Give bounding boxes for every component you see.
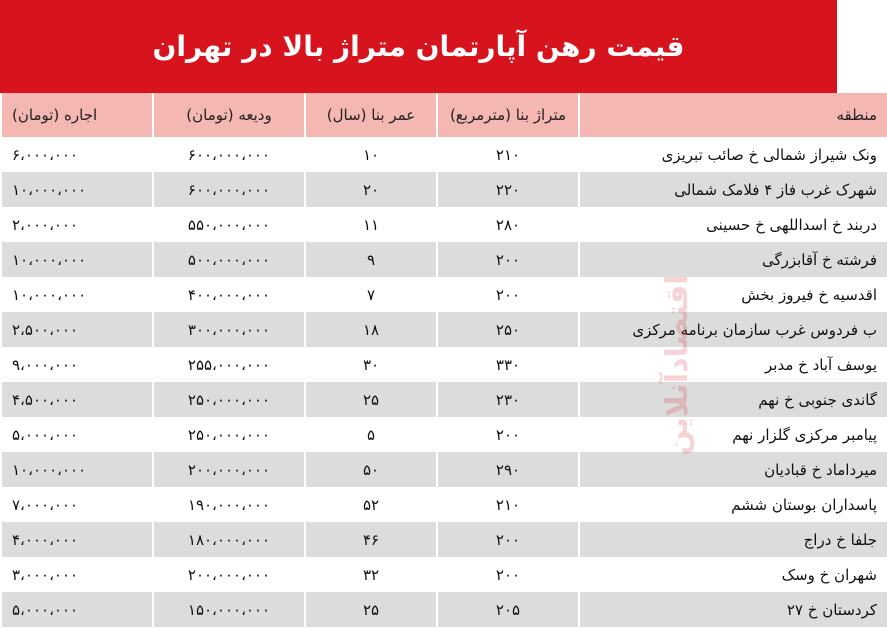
header-deposit: ودیعه (تومان)	[153, 93, 305, 137]
cell-age: ۳۲	[305, 557, 437, 592]
title-bar	[0, 0, 837, 93]
cell-area: ۳۳۰	[437, 347, 579, 382]
cell-rent: ۴،۰۰۰،۰۰۰	[1, 522, 153, 557]
cell-age: ۵	[305, 417, 437, 452]
header-rent: اجاره (تومان)	[1, 93, 153, 137]
cell-deposit: ۲۰۰،۰۰۰،۰۰۰	[153, 557, 305, 592]
table-row	[1, 172, 887, 207]
table-row	[1, 347, 887, 382]
cell-area: ۲۲۰	[437, 172, 579, 207]
table-row	[1, 137, 887, 172]
cell-rent: ۶،۰۰۰،۰۰۰	[1, 137, 153, 172]
cell-rent: ۲،۰۰۰،۰۰۰	[1, 207, 153, 242]
cell-region: گاندی جنوبی خ نهم	[579, 382, 887, 417]
table-row	[1, 522, 887, 557]
cell-area: ۲۱۰	[437, 487, 579, 522]
cell-rent: ۳،۰۰۰،۰۰۰	[1, 557, 153, 592]
cell-region: یوسف آباد خ مدبر	[579, 347, 887, 382]
cell-rent: ۴،۵۰۰،۰۰۰	[1, 382, 153, 417]
cell-region: پاسداران بوستان ششم	[579, 487, 887, 522]
cell-region: ونک شیراز شمالی خ صائب تبریزی	[579, 137, 887, 172]
price-table-container	[0, 93, 877, 644]
header-region: منطقه	[579, 93, 887, 137]
cell-age: ۲۵	[305, 382, 437, 417]
cell-rent: ۵،۰۰۰،۰۰۰	[1, 592, 153, 627]
cell-area: ۲۵۰	[437, 312, 579, 347]
table-row	[1, 452, 887, 487]
header-area: متراژ بنا (مترمربع)	[437, 93, 579, 137]
cell-area: ۲۱۰	[437, 137, 579, 172]
cell-deposit: ۱۹۰،۰۰۰،۰۰۰	[153, 487, 305, 522]
cell-rent: ۲،۵۰۰،۰۰۰	[1, 312, 153, 347]
table-row	[1, 417, 887, 452]
table-header-row	[1, 93, 887, 137]
cell-region: اقدسیه خ فیروز بخش	[579, 277, 887, 312]
cell-rent: ۷،۰۰۰،۰۰۰	[1, 487, 153, 522]
cell-area: ۲۹۰	[437, 452, 579, 487]
cell-area: ۲۰۵	[437, 592, 579, 627]
cell-deposit: ۵۵۰،۰۰۰،۰۰۰	[153, 207, 305, 242]
cell-age: ۲۵	[305, 592, 437, 627]
cell-region: شهرک غرب فاز ۴ فلامک شمالی	[579, 172, 887, 207]
cell-age: ۳۰	[305, 347, 437, 382]
cell-area: ۲۸۰	[437, 207, 579, 242]
cell-deposit: ۵۰۰،۰۰۰،۰۰۰	[153, 242, 305, 277]
table-row	[1, 242, 887, 277]
table-body	[1, 137, 887, 627]
table-row	[1, 557, 887, 592]
cell-region: شهران خ وسک	[579, 557, 887, 592]
cell-age: ۹	[305, 242, 437, 277]
cell-deposit: ۶۰۰،۰۰۰،۰۰۰	[153, 172, 305, 207]
cell-age: ۵۰	[305, 452, 437, 487]
cell-area: ۲۳۰	[437, 382, 579, 417]
cell-age: ۴۶	[305, 522, 437, 557]
cell-rent: ۵،۰۰۰،۰۰۰	[1, 417, 153, 452]
header-age: عمر بنا (سال)	[305, 93, 437, 137]
cell-rent: ۱۰،۰۰۰،۰۰۰	[1, 242, 153, 277]
cell-age: ۱۰	[305, 137, 437, 172]
table-row	[1, 592, 887, 627]
cell-rent: ۱۰،۰۰۰،۰۰۰	[1, 277, 153, 312]
cell-age: ۵۲	[305, 487, 437, 522]
table-row	[1, 312, 887, 347]
cell-rent: ۱۰،۰۰۰،۰۰۰	[1, 452, 153, 487]
cell-rent: ۹،۰۰۰،۰۰۰	[1, 347, 153, 382]
table-row	[1, 207, 887, 242]
table-row	[1, 277, 887, 312]
cell-region: جلفا خ دراج	[579, 522, 887, 557]
cell-deposit: ۱۸۰،۰۰۰،۰۰۰	[153, 522, 305, 557]
cell-region: کردستان خ ۲۷	[579, 592, 887, 627]
cell-region: دربند خ اسداللهی خ حسینی	[579, 207, 887, 242]
cell-area: ۲۰۰	[437, 242, 579, 277]
cell-region: پیامبر مرکزی گلزار نهم	[579, 417, 887, 452]
cell-deposit: ۳۰۰،۰۰۰،۰۰۰	[153, 312, 305, 347]
cell-region: ب فردوس غرب سازمان برنامه مرکزی	[579, 312, 887, 347]
cell-area: ۲۰۰	[437, 417, 579, 452]
cell-area: ۲۰۰	[437, 522, 579, 557]
table-row	[1, 487, 887, 522]
cell-deposit: ۶۰۰،۰۰۰،۰۰۰	[153, 137, 305, 172]
cell-deposit: ۲۵۰،۰۰۰،۰۰۰	[153, 382, 305, 417]
table-row	[1, 382, 887, 417]
cell-area: ۲۰۰	[437, 277, 579, 312]
cell-age: ۲۰	[305, 172, 437, 207]
cell-area: ۲۰۰	[437, 557, 579, 592]
cell-deposit: ۴۰۰،۰۰۰،۰۰۰	[153, 277, 305, 312]
cell-deposit: ۱۵۰،۰۰۰،۰۰۰	[153, 592, 305, 627]
cell-age: ۱۸	[305, 312, 437, 347]
cell-deposit: ۲۰۰،۰۰۰،۰۰۰	[153, 452, 305, 487]
cell-age: ۱۱	[305, 207, 437, 242]
cell-age: ۷	[305, 277, 437, 312]
cell-deposit: ۲۵۵،۰۰۰،۰۰۰	[153, 347, 305, 382]
page-title: قیمت رهن آپارتمان متراژ بالا در تهران	[152, 30, 685, 63]
cell-region: میرداماد خ قبادیان	[579, 452, 887, 487]
cell-deposit: ۲۵۰،۰۰۰،۰۰۰	[153, 417, 305, 452]
cell-rent: ۱۰،۰۰۰،۰۰۰	[1, 172, 153, 207]
cell-region: فرشته خ آقابزرگی	[579, 242, 887, 277]
price-table	[0, 93, 887, 627]
